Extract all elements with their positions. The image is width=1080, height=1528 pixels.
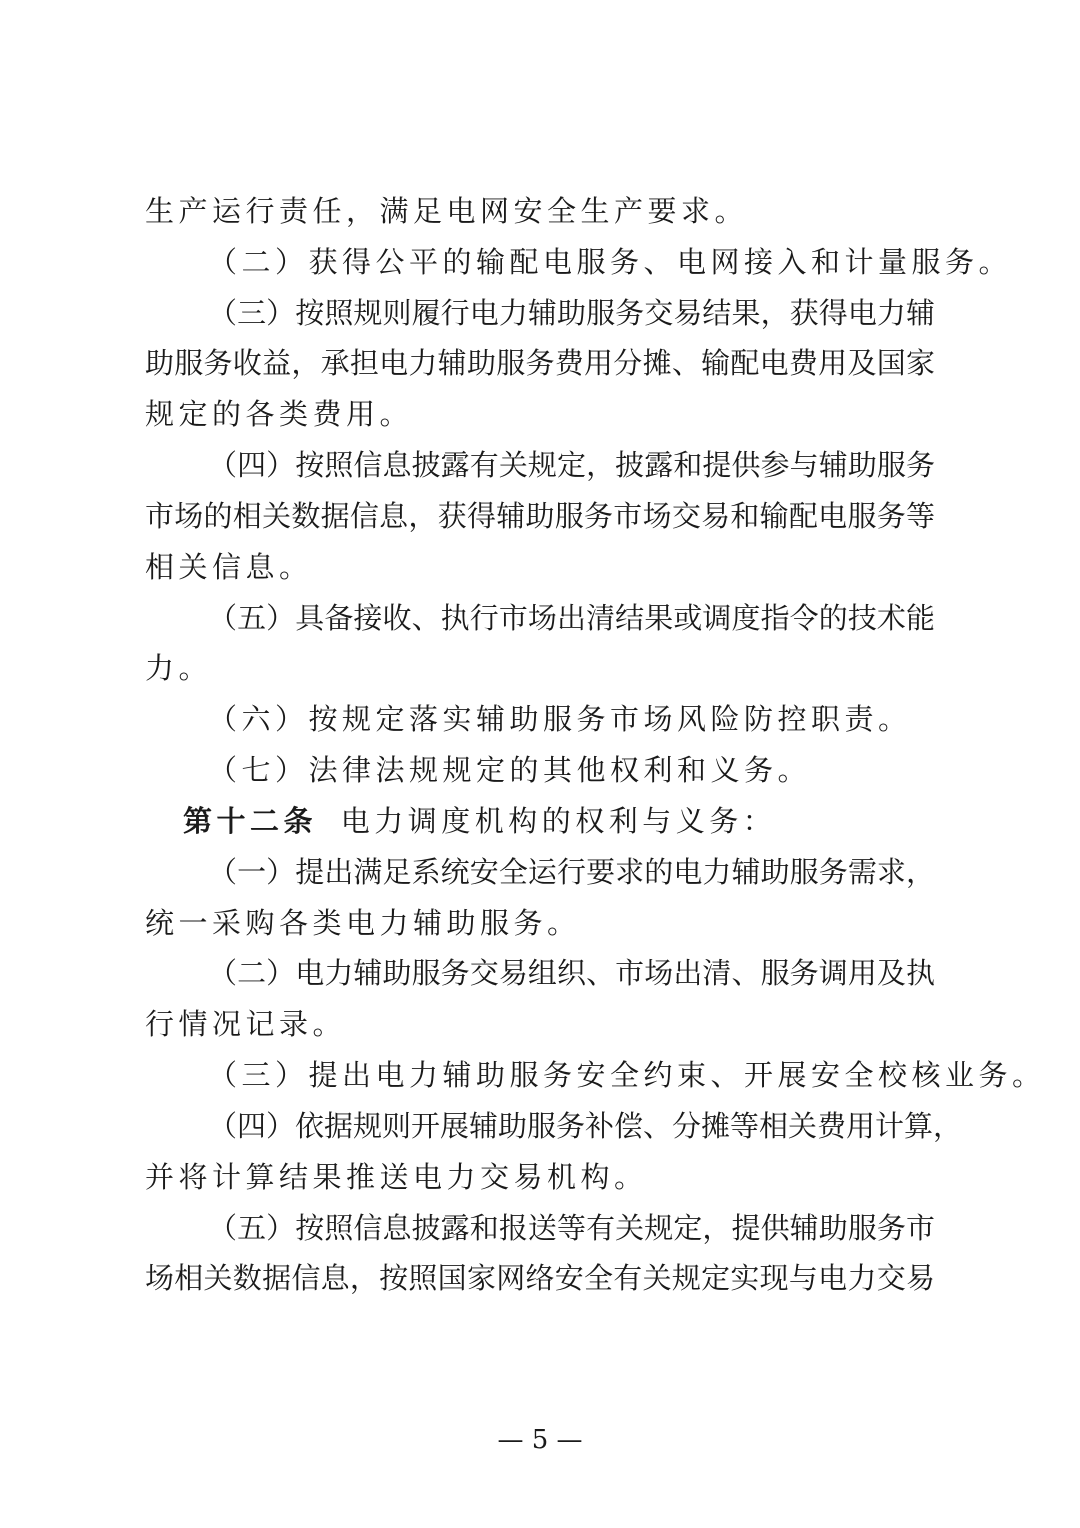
text-line-22: 场相关数据信息，按照国家网络安全有关规定实现与电力交易: [145, 1261, 935, 1295]
article-12-line: [183, 801, 776, 841]
text-line-4: 助服务收益，承担电力辅助服务费用分摊、输配电费用及国家: [145, 346, 935, 380]
text-line-6: （四）按照信息披露有关规定，披露和提供参与辅助服务: [208, 448, 935, 482]
text-line-9: （五）具备接收、执行市场出清结果或调度指令的技术能: [208, 601, 935, 635]
text-line-20: 并将计算结果推送电力交易机构。: [145, 1160, 648, 1194]
text-line-18: （三）提出电力辅助服务安全约束、开展安全校核业务。: [208, 1058, 1046, 1092]
text-line-21: （五）按照信息披露和报送等有关规定，提供辅助服务市: [208, 1211, 935, 1245]
text-line-8: 相关信息。: [145, 550, 313, 584]
text-line-17: 行情况记录。: [145, 1007, 347, 1041]
text-line-10: 力。: [145, 651, 213, 685]
text-line-16: （二）电力辅助服务交易组织、市场出清、服务调用及执: [208, 956, 935, 990]
text-line-7: 市场的相关数据信息，获得辅助服务市场交易和输配电服务等: [145, 499, 935, 533]
text-line-3: （三）按照规则履行电力辅助服务交易结果，获得电力辅: [208, 296, 935, 330]
text-line-1: 生产运行责任，满足电网安全生产要求。: [145, 194, 749, 228]
text-line-5: 规定的各类费用。: [145, 397, 414, 431]
article-title: 电力调度机构的权利与义务：: [340, 804, 777, 838]
text-line-12: （七）法律法规规定的其他权利和义务。: [208, 753, 812, 787]
text-line-19: （四）依据规则开展辅助服务补偿、分摊等相关费用计算，: [208, 1109, 963, 1143]
text-line-2: （二）获得公平的输配电服务、电网接入和计量服务。: [208, 245, 1013, 279]
article-heading: 第十二条: [183, 804, 318, 838]
text-line-15: 统一采购各类电力辅助服务。: [145, 906, 581, 940]
page-number: — 5 —: [497, 1425, 583, 1455]
text-line-14: （一）提出满足系统安全运行要求的电力辅助服务需求，: [208, 855, 935, 889]
text-line-11: （六）按规定落实辅助服务市场风险防控职责。: [208, 702, 912, 736]
